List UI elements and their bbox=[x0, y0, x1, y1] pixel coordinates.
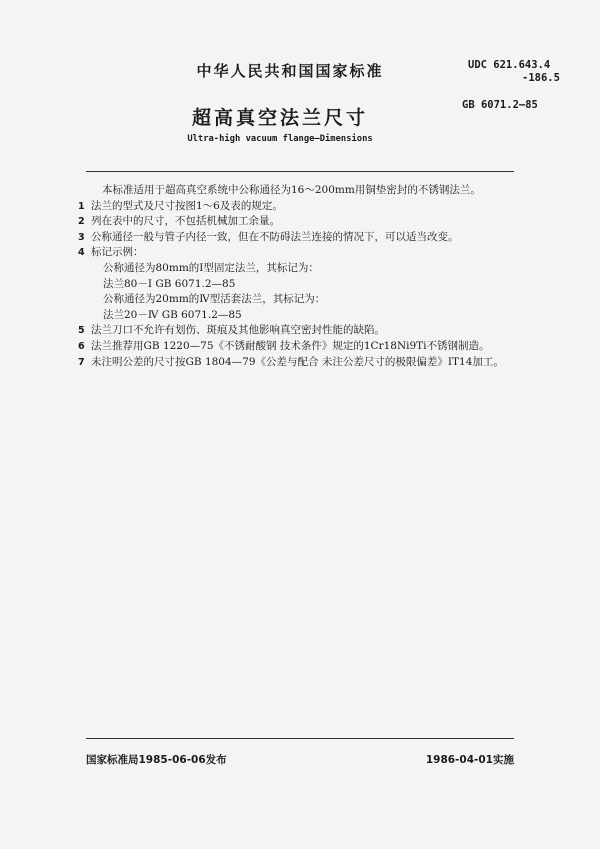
example-2-mark: 法兰20－Ⅳ GB 6071.2—85 bbox=[103, 308, 242, 321]
clause-text: 未注明公差的尺寸按GB 1804—79《公差与配合 未注公差尺寸的极限偏差》IT14加工。 bbox=[91, 355, 504, 368]
standard-name: 中华人民共和国国家标准 bbox=[196, 62, 384, 80]
clause-5 bbox=[78, 323, 528, 339]
clause-2 bbox=[78, 214, 528, 230]
clause-1 bbox=[78, 199, 528, 215]
clause-7 bbox=[78, 355, 528, 371]
clause-4 bbox=[78, 245, 528, 261]
clause-6 bbox=[78, 339, 528, 355]
document-title: 超高真空法兰尺寸 bbox=[191, 107, 368, 129]
clause-number: 3 bbox=[78, 231, 85, 243]
clause-text: 法兰刀口不允许有划伤、斑痕及其他影响真空密封性能的缺陷。 bbox=[91, 324, 385, 337]
clause-text: 法兰推荐用GB 1220—75《不锈耐酸钢 技术条件》规定的1Cr18Ni9Ti不锈钢制造。 bbox=[91, 339, 490, 352]
clause-text: 公称通径一般与管子内径一致，但在不防碍法兰连接的情况下，可以适当改变。 bbox=[91, 230, 459, 243]
gb-code: GB 6071.2—85 bbox=[462, 99, 538, 111]
clause-number: 1 bbox=[78, 200, 85, 212]
document-body bbox=[78, 183, 528, 370]
example-1-mark: 法兰80－Ⅰ GB 6071.2—85 bbox=[103, 277, 236, 290]
clause-text: 标记示例： bbox=[91, 246, 144, 259]
document-subtitle: Ultra-high vacuum flange—Dimensions bbox=[187, 134, 373, 144]
effective-date: 1986-04-01实施 bbox=[425, 754, 514, 766]
clause-number: 6 bbox=[78, 340, 85, 352]
top-divider bbox=[86, 171, 514, 172]
clause-number: 5 bbox=[78, 325, 85, 337]
example-1-description: 公称通径为80mm的Ⅰ型固定法兰，其标记为： bbox=[103, 261, 319, 274]
clause-number: 4 bbox=[78, 247, 85, 259]
udc-line-2: -186.5 bbox=[522, 72, 560, 84]
clause-3 bbox=[78, 230, 528, 246]
clause-number: 2 bbox=[78, 216, 85, 228]
example-2-description: 公称通径为20mm的Ⅳ型活套法兰，其标记为： bbox=[103, 293, 326, 306]
bottom-divider bbox=[86, 738, 514, 739]
clause-number: 7 bbox=[78, 356, 85, 368]
clause-text: 列在表中的尺寸，不包括机械加工余量。 bbox=[91, 215, 280, 228]
udc-code bbox=[468, 59, 588, 85]
issue-date: 国家标准局1985-06-06发布 bbox=[86, 754, 227, 766]
clause-text: 法兰的型式及尺寸按图1～6及表的规定。 bbox=[91, 199, 283, 212]
udc-line-1: UDC 621.643.4 bbox=[468, 59, 551, 71]
intro-paragraph: 本标准适用于超高真空系统中公称通径为16～200mm用铜垫密封的不锈钢法兰。 bbox=[102, 184, 481, 196]
